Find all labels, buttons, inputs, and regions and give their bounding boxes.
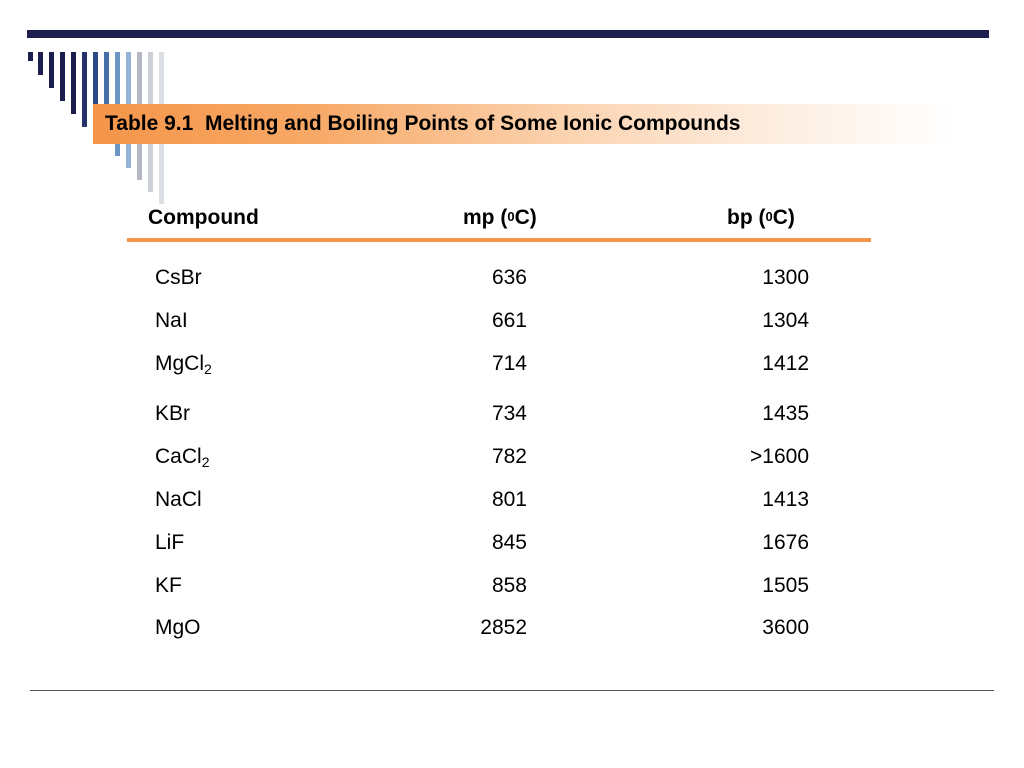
compound-formula: CsBr [155,266,202,289]
melting-point: 734 [491,402,527,425]
header-mp-sup: 0 [507,209,515,224]
formula-subscript: 2 [204,361,212,377]
stripe [28,52,33,61]
compound-formula: LiF [155,531,185,554]
top-accent-bar [27,30,989,38]
melting-point: 858 [491,574,527,597]
header-bp [727,205,795,231]
header-mp-suffix: C) [514,206,537,229]
stripe [60,52,65,101]
boiling-point: 1304 [762,309,809,332]
compound-name [155,350,212,383]
compound-name [155,307,188,340]
table-title: Table 9.1 Melting and Boiling Points of Some Ionic Compounds [105,112,741,135]
melting-point: 801 [491,488,527,511]
header-bp-prefix: bp ( [727,206,766,229]
compound-name [155,486,202,519]
melting-point: 2852 [480,616,527,639]
compound-formula: KBr [155,402,191,425]
header-mp [463,205,537,231]
melting-point: 845 [491,531,527,554]
header-mp-prefix: mp ( [463,206,508,229]
bottom-divider [30,690,994,691]
formula-subscript: 2 [201,454,210,470]
header-bp-suffix: C) [772,206,795,229]
melting-point: 661 [491,309,527,332]
compound-formula: CaCl [155,445,202,468]
boiling-point: 3600 [762,616,809,639]
stripe [71,52,76,114]
compound-formula: NaI [155,309,188,332]
compound-name [155,529,184,562]
table-row [0,572,1024,602]
table-row [0,529,1024,559]
compound-name [155,614,201,647]
melting-point: 714 [491,352,527,375]
table-row [0,614,1024,644]
boiling-point: 1435 [762,402,809,425]
boiling-point: 1300 [762,266,809,289]
boiling-point: 1413 [762,488,809,511]
table-row [0,400,1024,430]
table-row [0,486,1024,516]
compound-formula: MgCl [155,352,205,375]
boiling-point: 1412 [762,352,809,375]
header-compound: Compound [148,206,259,229]
stripe [38,52,43,75]
table-row [0,307,1024,337]
boiling-point: 1676 [762,531,809,554]
melting-point: 636 [491,266,527,289]
stripe [49,52,54,88]
compound-name [155,264,202,297]
compound-name [155,572,182,605]
header-bp-sup: 0 [765,209,773,224]
table-row [0,443,1024,473]
compound-formula: MgO [155,616,201,639]
table-row [0,264,1024,294]
compound-name [155,443,209,476]
boiling-point: >1600 [750,445,809,468]
boiling-point: 1505 [762,574,809,597]
compound-formula: NaCl [155,488,202,511]
header-divider [127,238,871,242]
compound-name [155,400,190,433]
table-row [0,350,1024,380]
compound-formula: KF [155,574,182,597]
melting-point: 782 [491,445,527,468]
stripe [82,52,87,127]
